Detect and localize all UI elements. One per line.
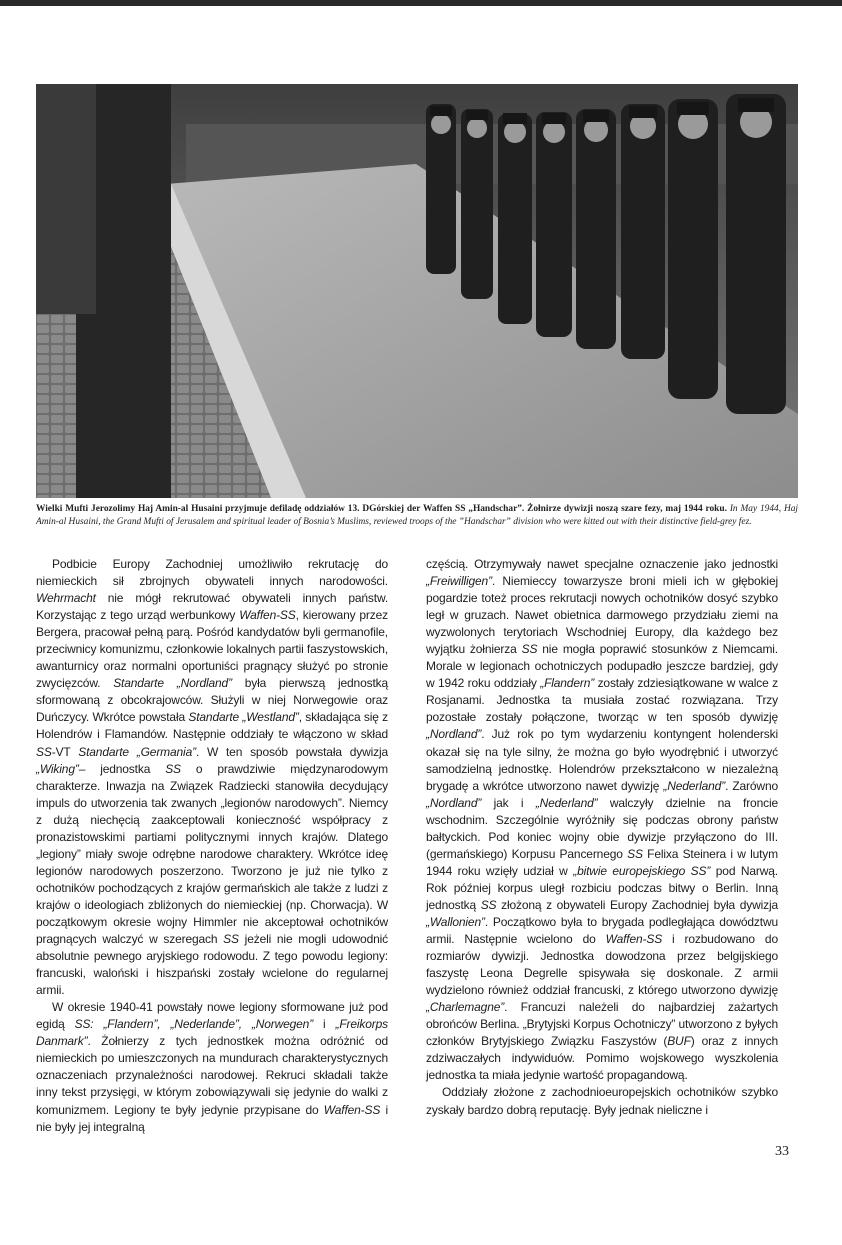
- paragraph: Podbicie Europy Zachodniej umożliwiło rekrutację do niemieckich sił zbrojnych obywateli innych narodowości. Wehrmacht nie mógł rekrutować obywateli innych państw. Korzystając z tego urząd werbunkowy Waffen-SS, kierowany przez Bergera, pracował pełną parą. Pośród kandydatów byli germanofile, przeciwnicy komunizmu, członkowie lokalnych partii faszystowskich, awanturnicy oraz normalni oportuniści pragnący służyć po stronie zwycięzców. Standarte „Nordland” była pierwszą jednostką sformowaną z obcokrajowców. Służyli w niej Norwegowie oraz Duńczycy. Wkrótce powstała Standarte „Westland”, składająca się z Holendrów i Flamandów. Następnie oddziały te włączono w skład SS-VT Standarte „Germania”. W ten sposób powstała dywizja „Wiking”– jednostka SS o prawdziwie międzynarodowym charakterze. Inwazja na Związek Radziecki stanowiła decydujący impuls do utworzenia tak zwanych „legionów narodowych”. Niemcy z dużą niechęcią zaakceptowali konieczność współpracy z pronazistowskimi partiami politycznymi innych krajów. Dlatego „legiony” miały swoje odrębne narodowe charaktery. Wkrótce ideę legionów narodowych poszerzono. Tworzono je już nie tylko z ochotników pochodzących z krajów germańskich ale także z ludzi z krajów o ideologiach zbliżonych do niemieckiej (np. Chorwacja). W początkowym okresie wojny Himmler nie akceptował ochotników pragnących walczyć w szeregach SS jeżeli nie mogli udowodnić absolutnie pewnego aryjskiego rodowodu. Z tego powodu legiony: francuski, waloński i hiszpański zostały wcielone do regularnej armii.: [36, 557, 389, 998]
- page-top-rule: [0, 0, 842, 6]
- paragraph: częścią. Otrzymywały nawet specjalne oznaczenie jako jednostki „Freiwilligen”. Niemieccy towarzysze broni mieli ich w głębokiej pogardzie toteż proces rekrutacji nowych ochotników dosyć szybko legł w gruzach. Nawet obietnica darmowego przydziału ziemi na wyzwolonych terytoriach Wschodniej Europy, dla każdego bez wyjątku żołnierza SS nie mogła poprawić stosunków z Niemcami. Morale w legionach ochotniczych podupadło jeszcze bardziej, gdy w 1942 roku oddziały „Flandern” zostały zdziesiątkowane w walce z Rosjanami. Jednostka ta musiała zostać rozwiązana. Trzy pozostałe zostały połączone, tworząc w ten sposób dywizję „Nordland”. Już rok po tym wydarzeniu kontyngent holenderski okazał się na tyle silny, że można go było wyodrębnić i utworzyć samodzielną jednostkę. Holendrów przekształcono w niezależną brygadę a wkrótce utworzono nawet dywizję „Nederland”. Zarówno „Nordland” jak i „Nederland” walczyły dzielnie na froncie wschodnim. Szczególnie wyróżniły się podczas obrony państw bałtyckich. Pod koniec wojny obie dywizje przyłączono do III. (germańskiego) Korpusu Pancernego SS Felixa Steinera i w lutym 1944 roku wzięły udział w „bitwie europejskiego SS” pod Narwą. Rok później korpus uległ rozbiciu podczas bitwy o Berlin. Inną jednostką SS złożoną z obywateli Europy Zachodniej była dywizja „Wallonien”. Początkowo była to brygada podległająca dowództwu armii. Następnie wcielono do Waffen-SS i rozbudowano do rozmiarów dywizji. Jednostka dowodzona przez belgijskiego faszystę Leona Degrelle spisywała się doskonale. Z armii wydzielono również oddział francuski, z którego utworzono dywizję „Charlemagne”. Francuzi należeli do najbardziej zażartych obrońców Berlina. „Brytyjski Korpus Ochotniczy” utworzono z byłych członków Brytyjskiego Związku Faszystów (BUF) oraz z innych zdziwaczałych indywiduów. Pomimo wojskowego wyszkolenia jednostka ta miała jedynie wartość propagandową.: [426, 557, 779, 1083]
- caption-polish: Wielki Mufti Jerozolimy Haj Amin-al Husaini przyjmuje defiladę oddziałów 13. DGórskiej der Waffen SS „Handschar”. Żołnirze dywizji noszą szare fezy, maj 1944 roku.: [36, 504, 727, 514]
- caption-english: In May 1944, Haj Amin-al Husaini, the Grand Mufti of Jerusalem and spiritual leader of Bosnia’s Muslims, reviewed troops of the ”Handschar” division who were kitted out with their distinctive field-grey fez.: [36, 504, 799, 528]
- photo-caption: [36, 503, 798, 529]
- paragraph: W okresie 1940-41 powstały nowe legiony sformowane już pod egidą SS: „Flandern”, „Nederlande”, „Norwegen” i „Freikorps Danmark”. Żołnierzy z tych jednostkek można odróżnić od niemieckich po umieszczonych na mundurach charakterystycznych oznaczeniach przynależności narodowej. Rekruci składali także inny tekst przysięgi, w którym zobowiązywali się jedynie do walki z komunizmem. Legiony te były jedynie przypisane do Waffen-SS i nie były jej integralną: [36, 1000, 389, 1134]
- page-number: 33: [775, 1144, 789, 1159]
- right-text-column: [426, 556, 778, 1119]
- paragraph: Oddziały złożone z zachodnioeuropejskich ochotników szybko zyskały bardzo dobrą reputację. Były jednak nieliczne i: [426, 1085, 778, 1117]
- parade-photo: [36, 84, 798, 498]
- left-text-column: [36, 556, 388, 1136]
